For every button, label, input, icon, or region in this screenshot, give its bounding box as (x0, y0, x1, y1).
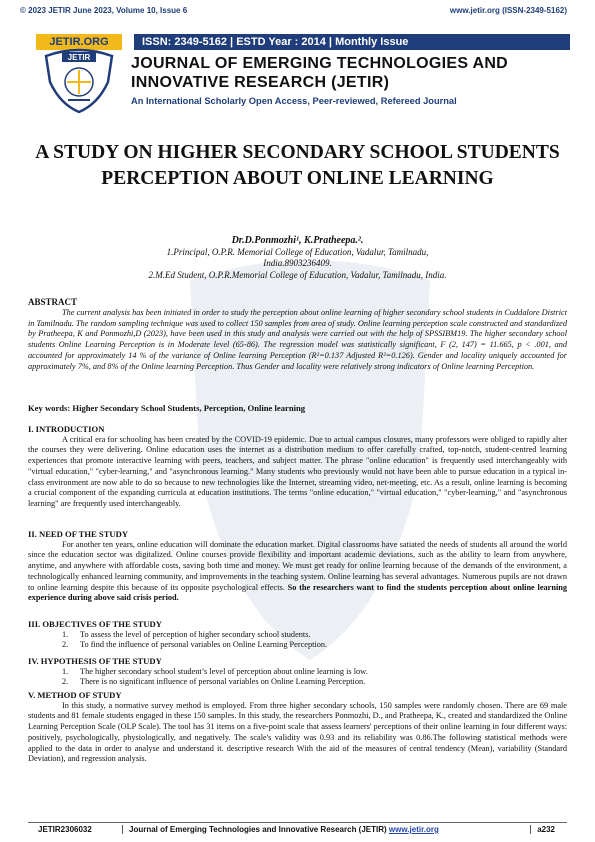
jetir-org-tag: JETIR.ORG (36, 34, 122, 50)
abstract-text: The current analysis has been initiated in order to study the perception about online learning of higher secondary school students in Cuddalore District in Tamilnadu. The random sampling technique was used to collect 150 samples from area of study. Online learning perception scale constructed and standardized by Pratheepa, K and Ponmozhi,D (2023), have been used in this study and analysis were carried out with the help of SPSSIBM19. The higher secondary school students Online Learning Perception is in Moderate level (65-86). The regression model was statistically significant, F (2, 147) = 11.665, p < .001, and accounted for approximately 14 % of the variance of Online learning Perception (R²=0.137 Adjusted R²=0.126). Gender and locality uniquely accounted for approximately 7%, and 8% of the Online learning Perception. Thus Gender and locality were relatively strong indicators of Online learning Perception. (28, 308, 567, 371)
top-running-header (0, 6, 595, 18)
section-method (28, 690, 567, 765)
list-item: 1. The higher secondary school student’s level of perception about online learning is low. (62, 666, 368, 676)
section-introduction (28, 424, 567, 510)
jetir-logo-icon (38, 42, 120, 114)
author-block (30, 235, 565, 281)
page-footer (28, 822, 567, 835)
journal-link[interactable]: www.jetir.org (388, 825, 439, 834)
affiliation-1: 1.Principal, O.P.R. Memorial College of Education, Vadalur, Tamilnadu, (166, 246, 429, 257)
objectives-heading: III. OBJECTIVES OF THE STUDY (28, 619, 162, 629)
logo-text: JETIR (67, 53, 91, 62)
need-text-bold: So the researchers want to find the students perception about online learning experience during above said crisis period. (28, 582, 568, 603)
journal-masthead (28, 34, 568, 114)
list-item: 2. There is no significant influence of personal variables on Online Learning Perception. (62, 677, 366, 687)
list-item: 2. To find the influence of personal variables on Online Learning Perception. (62, 640, 328, 650)
need-heading: II. NEED OF THE STUDY (28, 529, 129, 539)
section-need (28, 529, 567, 604)
paper-id: JETIR2306032 (38, 825, 92, 834)
intro-heading: I. INTRODUCTION (28, 424, 105, 434)
issue-info: © 2023 JETIR June 2023, Volume 10, Issue 6 (20, 6, 188, 15)
method-text: In this study, a normative survey method is employed. From three higher secondary schools, 150 samples were randomly chosen. There are 69 male students and 81 female students engaged in these 150 samples. In this study, the researchers Ponmozhi, D., and Pratheepa, K., created and standardized the Online Learning Perception Scale (OLP Scale). The tool has 31 items on a five-point scale that assess learners' perceptions of their online learning in four different ways: positively, psychologically, physiologically, and negatively. The scale's validity was 0.93 and its reliability was 0.86.The following statistical methods were applied to the data in order to analyse and understand it. descriptive research With the aid of the measures of central tendency (Mean), variability (Standard Deviation), and regression analysis. (28, 700, 567, 764)
abstract-heading: ABSTRACT (28, 297, 78, 307)
hypothesis-heading: IV. HYPOTHESIS OF THE STUDY (28, 656, 162, 666)
journal-name-line2: INNOVATIVE RESEARCH (JETIR) (131, 74, 390, 91)
affiliation-2: 2.M.Ed Student, O.P.R.Memorial College of Education, Vadalur, Tamilnadu, India. (148, 269, 447, 280)
affiliation-1-contact: India.8903236409. (263, 258, 332, 268)
footer-journal: Journal of Emerging Technologies and Innovative Research (JETIR) www.jetir.org (122, 825, 439, 834)
section-objectives (28, 619, 567, 651)
list-item: 1. To assess the level of perception of higher secondary school students. (62, 629, 311, 639)
journal-subtitle: An International Scholarly Open Access, Peer-reviewed, Refereed Journal (131, 96, 457, 106)
page-number: a232 (530, 825, 555, 834)
method-heading: V. METHOD OF STUDY (28, 690, 122, 700)
section-hypothesis (28, 656, 567, 688)
journal-site-issn: www.jetir.org (ISSN-2349-5162) (449, 6, 567, 15)
keywords: Key words: Higher Secondary School Students, Perception, Online learning (28, 403, 306, 413)
journal-name-line1: JOURNAL OF EMERGING TECHNOLOGIES AND (131, 55, 509, 72)
intro-text: A critical era for schooling has been created by the COVID-19 epidemic. Due to actual campus closures, many professors were obliged to rapidly alter the courses they were delivering. Online education uses the internet as a distribution medium to offer carefully crafted, top-notch, student-centred learning experiences that promote interactive learning with peers, teachers, and subject matter. The phrase "online education" is frequently used interchangeably with "virtual education," "cyber-learning," and "asynchronous learning." Many students who previously would not have been able to pursue education in a typical in-class environment are now able to do so because to new technologies like the Internet, streaming video, net-meeting, etc. As a result, online learning is becoming a crucial component of the expanding curricula at education institutions. The terms "online education," "virtual education," "cyber-learning," and "asynchronous learning" are frequently used interchangeably. (28, 434, 567, 508)
need-text (28, 540, 567, 604)
issn-banner: ISSN: 2349-5162 | ESTD Year : 2014 | Monthly Issue (134, 34, 570, 50)
objectives-list (28, 630, 567, 651)
paper-title: A STUDY ON HIGHER SECONDARY SCHOOL STUDENTS PERCEPTION ABOUT ONLINE LEARNING (35, 142, 560, 189)
hypothesis-list (28, 667, 567, 688)
journal-name (131, 54, 571, 92)
author-names: Dr.D.Ponmozhi¹, K.Pratheepa.². (231, 235, 364, 246)
need-text-body: For another ten years, online education will dominate the education market. Digital classrooms have satiated the needs of students all around the world since the education sector was digitalized. Online courses provide flexibility and important academic deviations, such as the ability to learn from anywhere, anytime, and anywhere with affordable costs, saving both time and money. We must get ready for online learning because of the demands of the environment, a technologically enhanced learning community, and improvements in the teaching system. Online learning has several advantages. Numerous pupils are not drawn to online learning despite this because of its opposite psychological effects. (28, 539, 567, 592)
